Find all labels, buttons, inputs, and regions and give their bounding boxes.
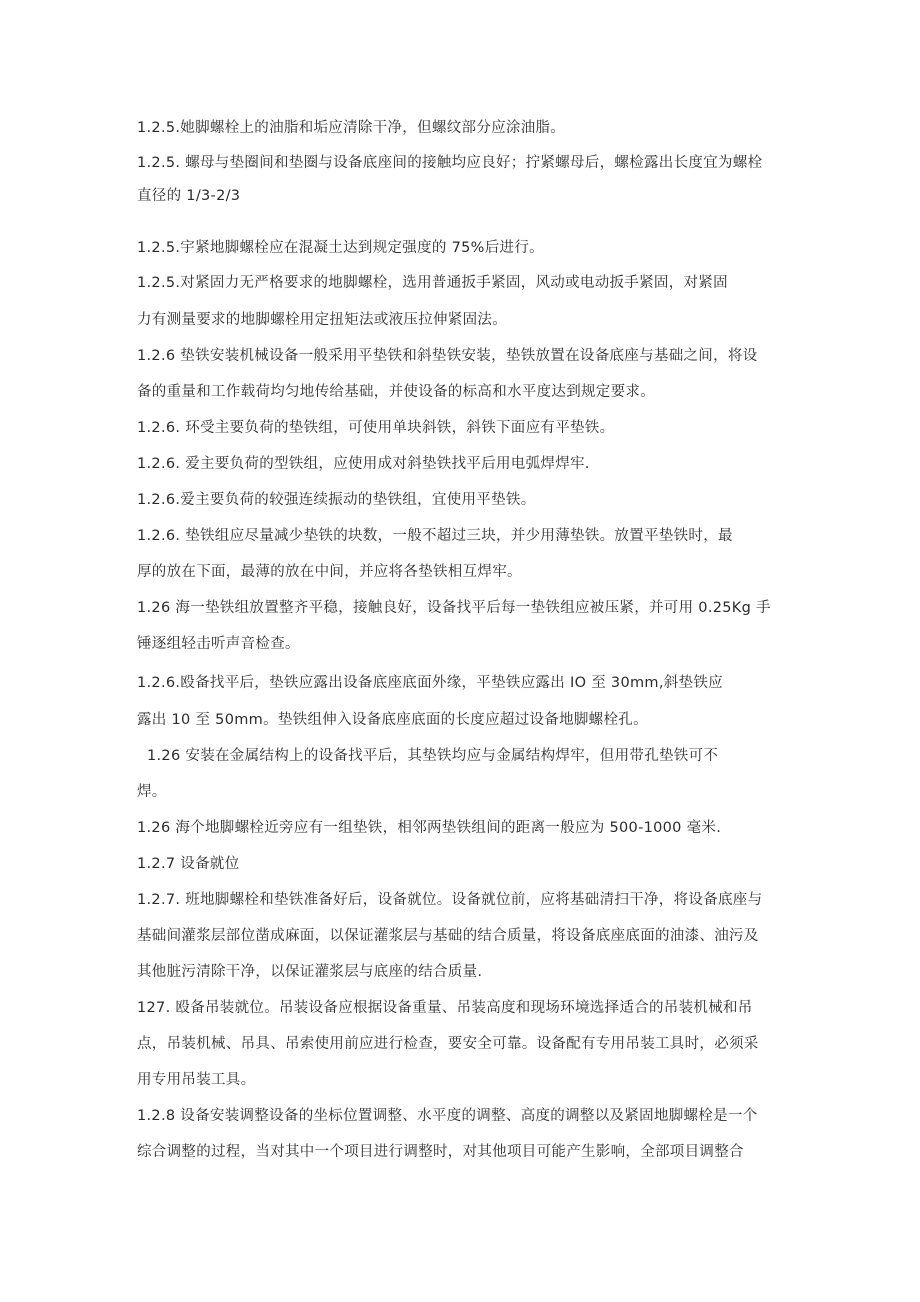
text-line: 1.26 安装在金属结构上的设备找平后，其垫铁均应与金属结构焊牢，但用带孔垫铁可不: [147, 748, 719, 764]
text-line: 1.2.5.对紧固力无严格要求的地脚螺栓，选用普通扳手紧固，风动或电动扳手紧固，对紧固: [137, 275, 728, 291]
text-line: 用专用吊装工具。: [137, 1072, 256, 1088]
text-line: 1.2.5. 螺母与垫圈间和垫圈与设备底座间的接触均应良好；拧紧螺母后，螺检露出长度宜为螺栓: [137, 155, 763, 171]
text-line: 厚的放在下面，最薄的放在中间，并应将各垫铁相互焊牢。: [137, 564, 522, 580]
text-line: 直径的 1/3-2/3: [137, 188, 241, 204]
text-line: 1.2.6.殴备找平后，垫铁应露出设备底座底面外缘，平垫铁应露出 IO 至 30mm,斜垫铁应: [137, 675, 723, 691]
text-line: 1.2.7 设备就位: [137, 856, 240, 872]
text-line: 1.26 海个地脚螺栓近旁应有一组垫铁，相邻两垫铁组间的距离一般应为 500-1000 毫米.: [137, 820, 722, 836]
text-line: 1.2.7. 班地脚螺栓和垫铁准备好后，设备就位。设备就位前，应将基础清扫干净，将设备底座与: [137, 892, 763, 908]
text-line: 1.2.6. 环受主要负荷的垫铁组，可使用单块斜铁，斜铁下面应有平垫铁。: [137, 420, 615, 436]
text-line: 1.2.6 垫铁安装机械设备一般采用平垫铁和斜垫铁安装，垫铁放置在设备底座与基础之间，将设: [137, 348, 758, 364]
text-line: 其他脏污清除干净，以保证灌浆层与底座的结合质量.: [137, 964, 483, 980]
text-line: 焊。: [137, 784, 167, 800]
text-line: 127. 殴备吊装就位。吊装设备应根据设备重量、吊装高度和现场环境选择适合的吊装机械和吊: [137, 1000, 753, 1016]
text-line: 基础间灌浆层部位凿成麻面，以保证灌浆层与基础的结合质量，将设备底座底面的油漆、油污及: [137, 928, 759, 944]
text-line: 1.2.8 设备安装调整设备的坐标位置调整、水平度的调整、高度的调整以及紧固地脚螺栓是一个: [137, 1108, 758, 1124]
text-line: 1.2.6. 垫铁组应尽量减少垫铁的块数，一般不超过三块，并少用薄垫铁。放置平垫铁时，最: [137, 528, 733, 544]
text-line: 锤逐组轻击听声音检查。: [137, 636, 300, 652]
text-line: 1.26 海一垫铁组放置整齐平稳，接触良好，设备找平后每一垫铁组应被压紧，并可用 0.25Kg 手: [137, 600, 771, 616]
text-line: 1.2.5.她脚螺栓上的油脂和垢应清除干净，但螺纹部分应涂油脂。: [137, 120, 566, 136]
text-line: 露出 10 至 50mm。垫铁组伸入设备底座底面的长度应超过设备地脚螺栓孔。: [137, 712, 648, 728]
text-line: 点，吊装机械、吊具、吊索使用前应进行检查，要安全可靠。设备配有专用吊装工具时，必须采: [137, 1036, 759, 1052]
text-line: 1.2.6.爱主要负荷的较强连续振动的垫铁组，宜使用平垫铁。: [137, 492, 536, 508]
text-line: 1.2.5.宇紧地脚螺栓应在混凝土达到规定强度的 75%后进行。: [137, 240, 544, 256]
text-line: 备的重量和工作载荷均匀地传给基础，并使设备的标高和水平度达到规定要求。: [137, 384, 655, 400]
text-line: 1.2.6. 爱主要负荷的型铁组，应使用成对斜垫铁找平后用电弧焊焊牢.: [137, 456, 590, 472]
text-line: 力有测量要求的地脚螺栓用定扭矩法或液压拉伸紧固法。: [137, 312, 507, 328]
text-line: 综合调整的过程，当对其中一个项目进行调整时，对其他项目可能产生影响，全部项目调整合: [137, 1144, 744, 1160]
